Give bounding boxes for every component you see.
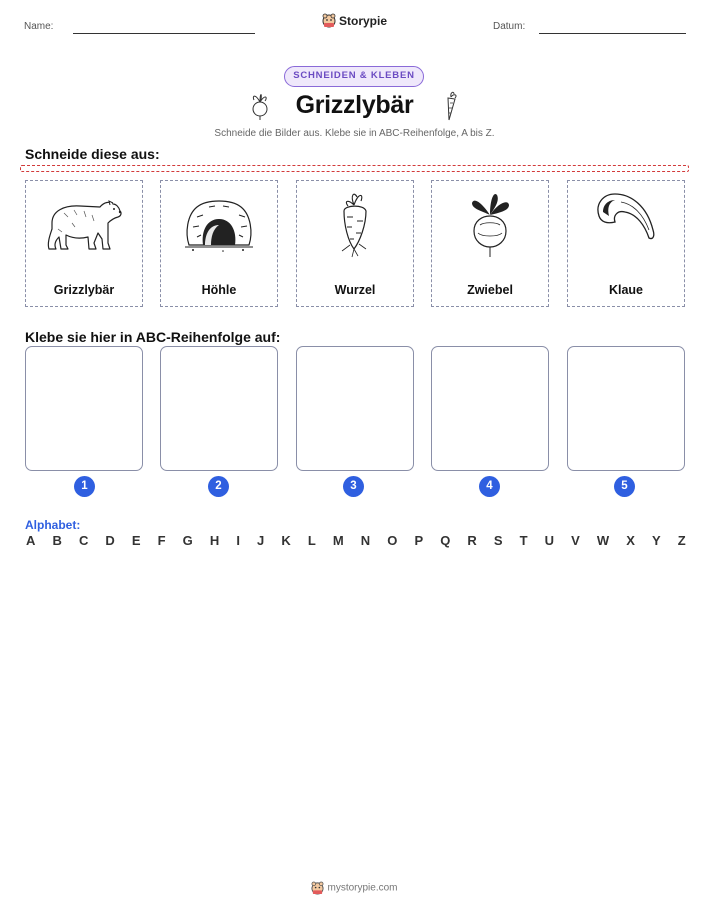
alphabet-letter: X [626, 533, 635, 548]
paste-slot-1[interactable] [25, 346, 143, 471]
alphabet-letter: W [596, 533, 610, 548]
alphabet-letter: U [544, 533, 555, 548]
alphabet-letter: J [257, 533, 265, 548]
name-label: Name: [24, 21, 54, 32]
alphabet-letter: Q [440, 533, 451, 548]
brand-header [0, 13, 709, 28]
alphabet-letter: E [131, 533, 141, 548]
alphabet-label: Alphabet: [25, 518, 81, 532]
cut-line [20, 165, 689, 172]
alphabet-letter: F [157, 533, 166, 548]
slot-number-1: 1 [74, 476, 95, 497]
carrot-decoration-icon [440, 90, 460, 122]
alphabet-letter: S [493, 533, 503, 548]
alphabet-letter: A [26, 533, 36, 548]
alphabet-row [26, 533, 686, 548]
grizzly-bear-icon [44, 193, 124, 255]
instructions: Schneide die Bilder aus. Klebe sie in ABC-Reihenfolge, A bis Z. [214, 128, 495, 139]
date-line[interactable] [539, 33, 686, 34]
card-label: Klaue [608, 283, 644, 297]
alphabet-letter: R [467, 533, 477, 548]
cut-card-hoehle[interactable] [160, 180, 278, 307]
slot-number-2: 2 [208, 476, 229, 497]
carrot-root-icon [330, 189, 380, 259]
footer-site-link[interactable]: mystorypie.com [327, 882, 398, 894]
cut-card-grizzlybaer[interactable] [25, 180, 143, 307]
alphabet-letter: Y [651, 533, 661, 548]
cave-icon [183, 195, 255, 253]
slot-number-3: 3 [343, 476, 364, 497]
alphabet-letter: O [387, 533, 398, 548]
cut-card-klaue[interactable] [567, 180, 685, 307]
paste-slot-3[interactable] [296, 346, 414, 471]
paste-slot-2[interactable] [160, 346, 278, 471]
alphabet-letter: V [571, 533, 580, 548]
alphabet-letter: I [236, 533, 240, 548]
alphabet-letter: D [105, 533, 115, 548]
alphabet-letter: B [52, 533, 62, 548]
paste-section-label: Klebe sie hier in ABC-Reihenfolge auf: [25, 329, 281, 345]
card-label: Höhle [201, 283, 237, 297]
alphabet-letter: C [78, 533, 89, 548]
alphabet-letter: N [360, 533, 371, 548]
storypie-logo-icon [311, 881, 324, 895]
slot-number-4: 4 [479, 476, 500, 497]
card-label: Grizzlybär [53, 283, 115, 297]
card-label: Wurzel [334, 283, 376, 297]
alphabet-letter: P [414, 533, 424, 548]
alphabet-letter: T [519, 533, 528, 548]
footer [0, 881, 709, 895]
paste-slot-4[interactable] [431, 346, 549, 471]
paste-slot-5[interactable] [567, 346, 685, 471]
alphabet-letter: K [281, 533, 291, 548]
alphabet-letter: H [209, 533, 220, 548]
date-label: Datum: [493, 21, 526, 32]
activity-badge: SCHNEIDEN & KLEBEN [284, 66, 424, 87]
alphabet-letter: L [307, 533, 316, 548]
alphabet-letter: G [182, 533, 193, 548]
alphabet-letter: Z [677, 533, 686, 548]
cut-card-zwiebel[interactable] [431, 180, 549, 307]
turnip-onion-icon [464, 189, 516, 259]
claw-icon [593, 190, 659, 246]
page-title: Grizzlybär [295, 91, 414, 119]
alphabet-letter: M [332, 533, 344, 548]
cut-card-wurzel[interactable] [296, 180, 414, 307]
name-line[interactable] [73, 33, 255, 34]
card-label: Zwiebel [467, 283, 513, 297]
storypie-logo-icon [322, 13, 336, 28]
cut-section-label: Schneide diese aus: [25, 146, 160, 162]
brand-name: Storypie [338, 13, 387, 28]
slot-number-5: 5 [614, 476, 635, 497]
